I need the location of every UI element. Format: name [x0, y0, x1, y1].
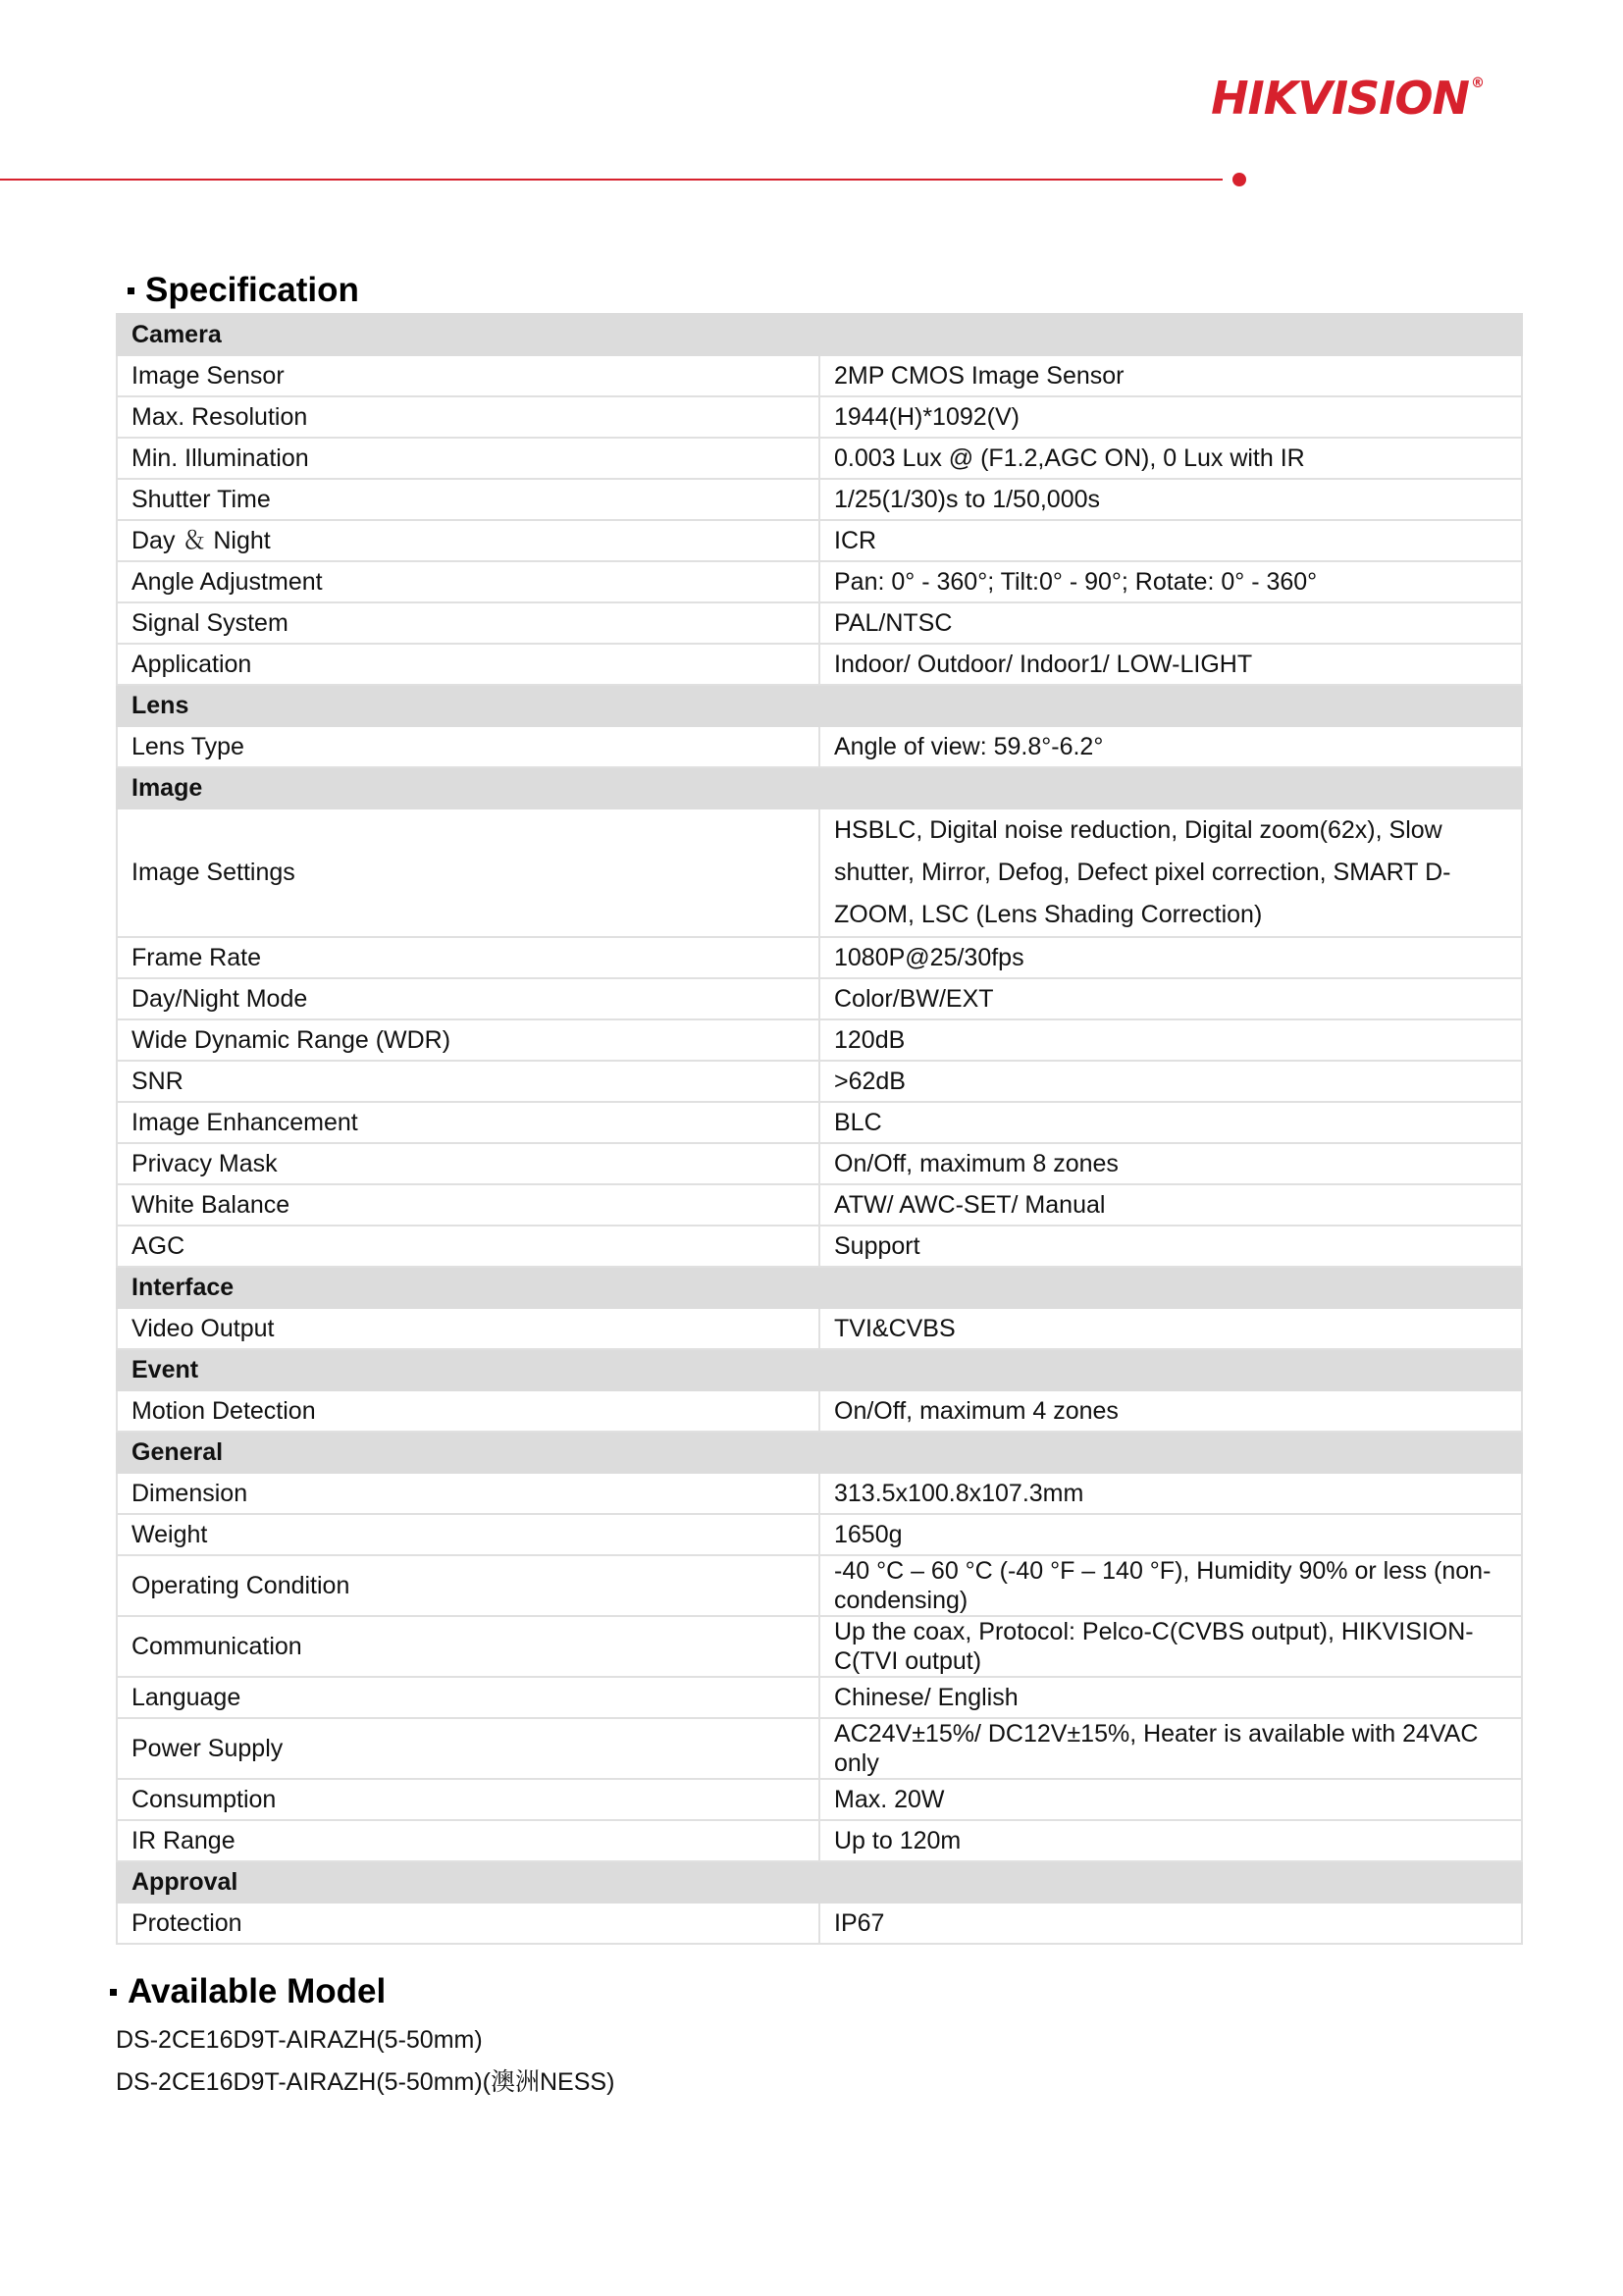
spec-row [117, 1184, 1522, 1226]
spec-value: 1080P@25/30fps [819, 937, 1522, 978]
available-model-heading [110, 1972, 386, 2011]
spec-value: >62dB [819, 1061, 1522, 1102]
spec-row [117, 1820, 1522, 1861]
spec-value: 313.5x100.8x107.3mm [819, 1473, 1522, 1514]
spec-row [117, 1514, 1522, 1555]
spec-row [117, 479, 1522, 520]
spec-value: On/Off, maximum 4 zones [819, 1390, 1522, 1432]
spec-value: -40 °C – 60 °C (-40 °F – 140 °F), Humidity 90% or less (non-condensing) [819, 1555, 1522, 1616]
spec-name: Protection [117, 1903, 819, 1944]
spec-name: Image Sensor [117, 355, 819, 396]
spec-value: Up the coax, Protocol: Pelco-C(CVBS output), HIKVISION-C(TVI output) [819, 1616, 1522, 1677]
model-item: DS-2CE16D9T-AIRAZH(5-50mm)(澳洲NESS) [116, 2068, 615, 2096]
spec-value: HSBLC, Digital noise reduction, Digital zoom(62x), Slow shutter, Mirror, Defog, Defect pixel correction, SMART D-ZOOM, LSC (Lens Shading Correction) [819, 809, 1522, 937]
spec-value: Up to 120m [819, 1820, 1522, 1861]
spec-name: Shutter Time [117, 479, 819, 520]
spec-row [117, 726, 1522, 767]
specification-heading [128, 271, 359, 310]
spec-row [117, 1061, 1522, 1102]
spec-row [117, 1616, 1522, 1677]
spec-name: White Balance [117, 1184, 819, 1226]
spec-row [117, 978, 1522, 1019]
bullet-icon [110, 1989, 117, 1996]
spec-name: Video Output [117, 1308, 819, 1349]
header-divider [0, 179, 1223, 181]
spec-group-label: General [117, 1432, 1522, 1473]
spec-row [117, 396, 1522, 438]
spec-value: On/Off, maximum 8 zones [819, 1143, 1522, 1184]
spec-group-row [117, 1349, 1522, 1390]
spec-value: Indoor/ Outdoor/ Indoor1/ LOW-LIGHT [819, 644, 1522, 685]
spec-row [117, 1473, 1522, 1514]
spec-group-row [117, 1267, 1522, 1308]
spec-name: AGC [117, 1226, 819, 1267]
spec-name: Lens Type [117, 726, 819, 767]
spec-name: Min. Illumination [117, 438, 819, 479]
model-item: DS-2CE16D9T-AIRAZH(5-50mm) [116, 2026, 483, 2054]
spec-name: Privacy Mask [117, 1143, 819, 1184]
spec-group-label: Camera [117, 314, 1522, 355]
spec-value: Pan: 0° - 360°; Tilt:0° - 90°; Rotate: 0° - 360° [819, 561, 1522, 602]
spec-name: Image Settings [117, 809, 819, 937]
spec-name: Dimension [117, 1473, 819, 1514]
spec-row [117, 520, 1522, 561]
spec-group-label: Approval [117, 1861, 1522, 1903]
spec-group-row [117, 1861, 1522, 1903]
spec-row [117, 1718, 1522, 1779]
available-model-heading-text: Available Model [128, 1972, 387, 2010]
hikvision-logo: HIKVISION ® [1211, 72, 1484, 125]
specification-table [116, 313, 1523, 1945]
model-list [116, 2019, 614, 2104]
spec-group-row [117, 314, 1522, 355]
spec-row [117, 1903, 1522, 1944]
spec-name: Frame Rate [117, 937, 819, 978]
spec-row [117, 1019, 1522, 1061]
spec-name: Weight [117, 1514, 819, 1555]
spec-value: Angle of view: 59.8°-6.2° [819, 726, 1522, 767]
spec-name: Signal System [117, 602, 819, 644]
spec-name: Image Enhancement [117, 1102, 819, 1143]
bullet-icon [128, 287, 134, 294]
spec-row [117, 1308, 1522, 1349]
spec-value: Color/BW/EXT [819, 978, 1522, 1019]
spec-row [117, 809, 1522, 937]
spec-value: Max. 20W [819, 1779, 1522, 1820]
spec-name: Power Supply [117, 1718, 819, 1779]
spec-name: Consumption [117, 1779, 819, 1820]
spec-group-label: Event [117, 1349, 1522, 1390]
spec-value: 2MP CMOS Image Sensor [819, 355, 1522, 396]
spec-row [117, 937, 1522, 978]
spec-row [117, 602, 1522, 644]
spec-group-row [117, 767, 1522, 809]
spec-name: Communication [117, 1616, 819, 1677]
spec-name: Language [117, 1677, 819, 1718]
spec-value: 0.003 Lux @ (F1.2,AGC ON), 0 Lux with IR [819, 438, 1522, 479]
header-divider-dot [1232, 173, 1246, 186]
spec-group-label: Interface [117, 1267, 1522, 1308]
spec-row [117, 1143, 1522, 1184]
spec-name: Application [117, 644, 819, 685]
specification-heading-text: Specification [145, 271, 359, 309]
spec-value: 120dB [819, 1019, 1522, 1061]
spec-name: Wide Dynamic Range (WDR) [117, 1019, 819, 1061]
spec-value: ATW/ AWC-SET/ Manual [819, 1184, 1522, 1226]
spec-row [117, 1779, 1522, 1820]
spec-value: PAL/NTSC [819, 602, 1522, 644]
spec-name: Max. Resolution [117, 396, 819, 438]
spec-row [117, 644, 1522, 685]
spec-row [117, 561, 1522, 602]
spec-row [117, 1102, 1522, 1143]
spec-row [117, 1226, 1522, 1267]
spec-name: Operating Condition [117, 1555, 819, 1616]
spec-row [117, 438, 1522, 479]
spec-name: Day ＆ Night [117, 520, 819, 561]
spec-group-row [117, 1432, 1522, 1473]
spec-value: 1944(H)*1092(V) [819, 396, 1522, 438]
spec-value: BLC [819, 1102, 1522, 1143]
spec-value: ICR [819, 520, 1522, 561]
spec-group-label: Image [117, 767, 1522, 809]
spec-value: 1/25(1/30)s to 1/50,000s [819, 479, 1522, 520]
spec-row [117, 1555, 1522, 1616]
spec-group-row [117, 685, 1522, 726]
spec-value: 1650g [819, 1514, 1522, 1555]
spec-row [117, 1390, 1522, 1432]
spec-name: SNR [117, 1061, 819, 1102]
spec-name: Angle Adjustment [117, 561, 819, 602]
spec-name: IR Range [117, 1820, 819, 1861]
spec-value: TVI&CVBS [819, 1308, 1522, 1349]
spec-name: Day/Night Mode [117, 978, 819, 1019]
spec-group-label: Lens [117, 685, 1522, 726]
spec-name: Motion Detection [117, 1390, 819, 1432]
spec-row [117, 355, 1522, 396]
spec-value: Support [819, 1226, 1522, 1267]
spec-value: Chinese/ English [819, 1677, 1522, 1718]
spec-value: AC24V±15%/ DC12V±15%, Heater is available with 24VAC only [819, 1718, 1522, 1779]
spec-row [117, 1677, 1522, 1718]
spec-value: IP67 [819, 1903, 1522, 1944]
